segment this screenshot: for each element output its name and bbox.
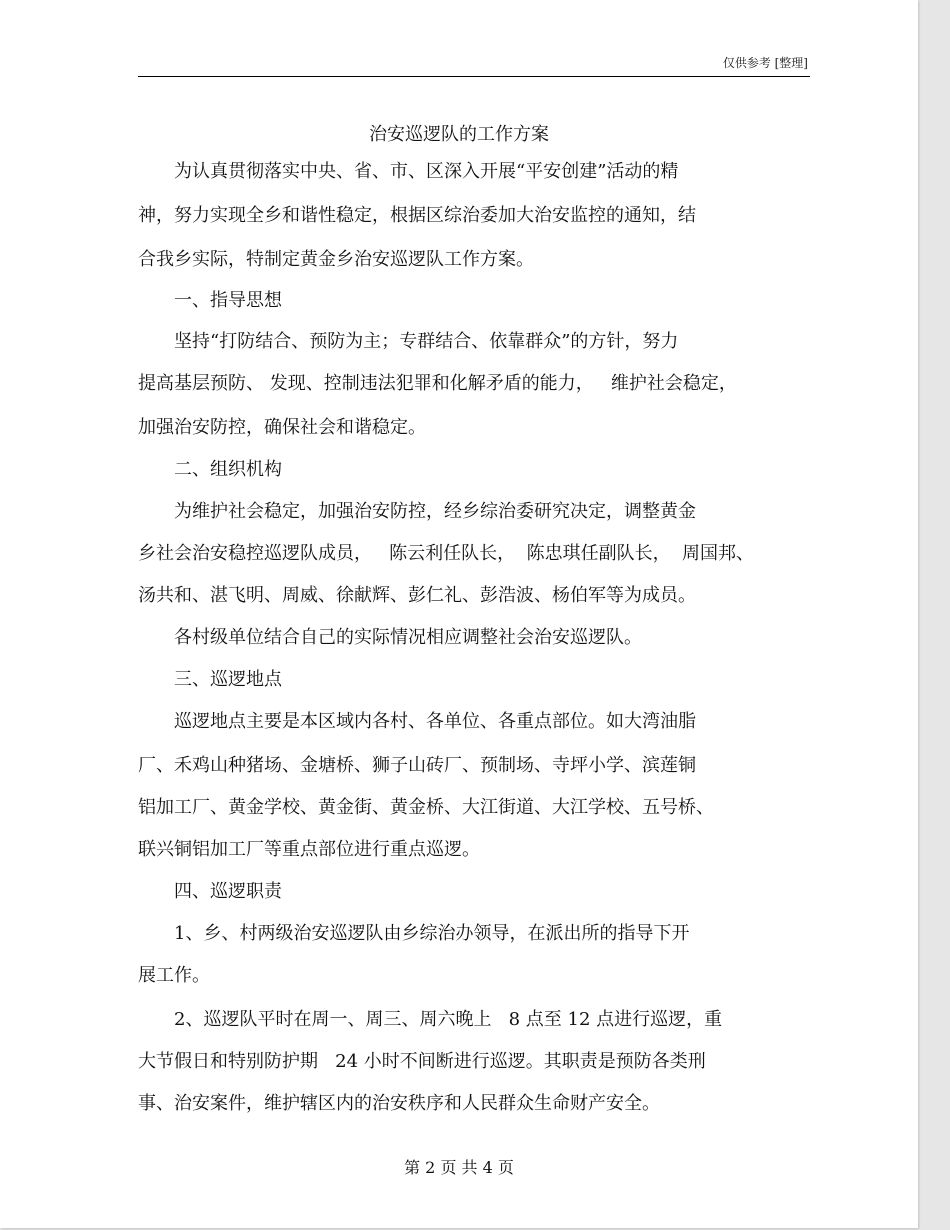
paragraph-line: 为维护社会稳定，加强治安防控，经乡综治委研究决定，调整黄金: [138, 501, 696, 522]
paragraph-line: 提高基层预防、 发现、控制违法犯罪和化解矛盾的能力， 维护社会稳定，: [138, 373, 737, 394]
document-title: 治安巡逻队的工作方案: [369, 124, 549, 145]
paragraph-line: 加强治安防控，确保社会和谐稳定。: [138, 417, 426, 438]
paragraph-line: 合我乡实际，特制定黄金乡治安巡逻队工作方案。: [138, 249, 534, 270]
page-indicator: 第 2 页 共 4 页: [404, 1158, 514, 1177]
paragraph-line: 为认真贯彻落实中央、省、市、区深入开展“平安创建”活动的精: [138, 161, 679, 182]
section-heading: 三、巡逻地点: [138, 669, 282, 690]
paragraph-line: 1、乡、村两级治安巡逻队由乡综治办领导，在派出所的指导下开: [138, 923, 690, 944]
paragraph-line: 神，努力实现全乡和谐性稳定，根据区综治委加大治安监控的通知，结: [138, 205, 696, 226]
paragraph-line: 坚持“打防结合、预防为主；专群结合、依靠群众”的方针，努力: [138, 331, 679, 352]
paragraph-line: 厂、禾鸡山种猪场、金塘桥、狮子山砖厂、预制场、寺坪小学、滨莲铜: [138, 755, 696, 776]
paragraph-line: 大节假日和特别防护期 24 小时不间断进行巡逻。其职责是预防各类刑: [138, 1051, 706, 1072]
paragraph-line: 事、治安案件，维护辖区内的治安秩序和人民群众生命财产安全。: [138, 1093, 660, 1114]
paragraph-line: 展工作。: [138, 965, 210, 986]
header-rule: [138, 76, 810, 77]
paragraph-line: 乡社会治安稳控巡逻队成员， 陈云利任队长， 陈忠琪任副队长， 周国邦、: [138, 543, 755, 564]
paragraph-line: 巡逻地点主要是本区域内各村、各单位、各重点部位。如大湾油脂: [138, 711, 696, 732]
paragraph-line: 铝加工厂、黄金学校、黄金街、黄金桥、大江街道、大江学校、五号桥、: [138, 797, 714, 818]
paragraph-line: 各村级单位结合自己的实际情况相应调整社会治安巡逻队。: [138, 627, 642, 648]
section-heading: 一、指导思想: [138, 290, 282, 311]
section-heading: 四、巡逻职责: [138, 881, 282, 902]
header-note: 仅供参考 [整理]: [722, 56, 808, 70]
paragraph-line: 联兴铜铝加工厂等重点部位进行重点巡逻。: [138, 839, 480, 860]
paragraph-line: 2、巡逻队平时在周一、周三、周六晚上 8 点至 12 点进行巡逻，重: [138, 1009, 723, 1030]
paragraph-line: 汤共和、湛飞明、周威、徐献辉、彭仁礼、彭浩波、杨伯军等为成员。: [138, 585, 696, 606]
section-heading: 二、组织机构: [138, 459, 282, 480]
